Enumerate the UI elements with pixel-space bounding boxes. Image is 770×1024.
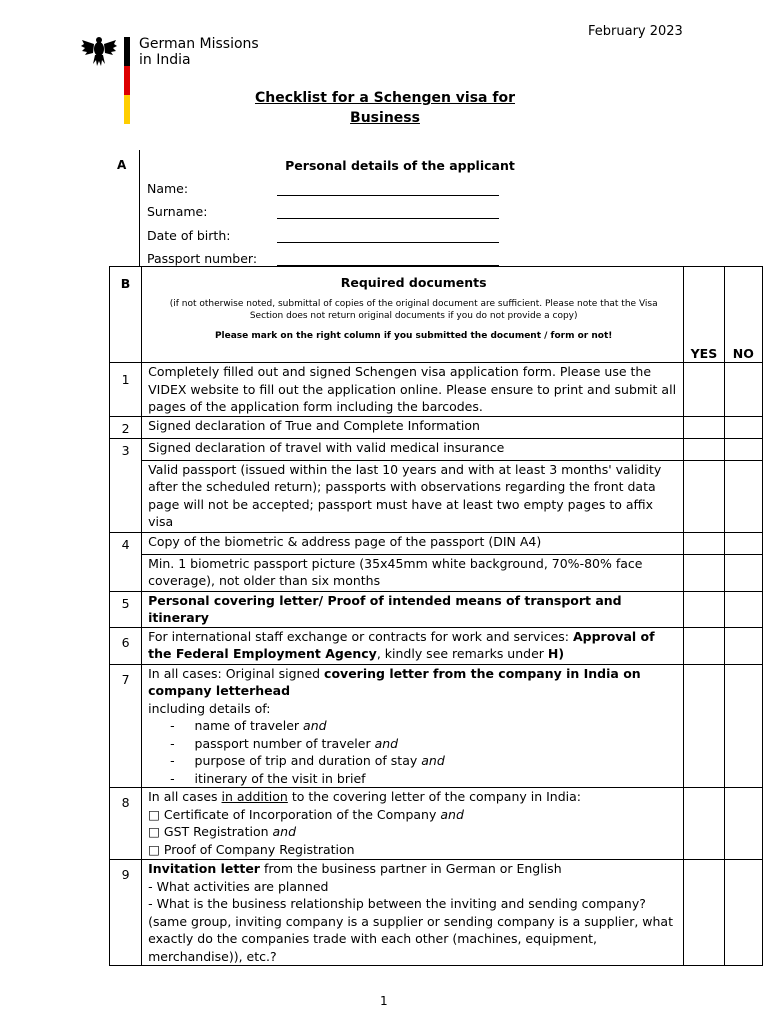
row-number: 6: [110, 627, 142, 664]
table-row: [110, 363, 763, 417]
list-item: - name of traveler and: [170, 718, 327, 733]
field-line-dob[interactable]: [277, 242, 499, 243]
table-row: [110, 416, 763, 438]
required-documents-table: [109, 266, 763, 966]
row-number: 4: [110, 532, 142, 591]
yes-checkbox-cell[interactable]: [684, 532, 724, 554]
field-label-name: Name:: [147, 181, 189, 196]
field-line-surname[interactable]: [277, 218, 499, 219]
no-checkbox-cell[interactable]: [724, 664, 762, 788]
row-text-bold: covering letter from the company in India on company letterhead: [148, 665, 641, 698]
yes-column-header: [684, 267, 724, 363]
flag-bar: [124, 37, 130, 124]
list-item: - purpose of trip and duration of stay and: [170, 753, 445, 768]
yes-checkbox-cell[interactable]: [684, 627, 724, 664]
section-a-heading: Personal details of the applicant: [285, 158, 515, 173]
yes-checkbox-cell[interactable]: [684, 664, 724, 788]
row-text: Personal covering letter/ Proof of intended means of transport and itinerary: [142, 591, 684, 627]
table-header-row: [110, 267, 763, 363]
row-text-bold: H): [547, 646, 565, 661]
row-text-part: For international staff exchange or contracts for work and services:: [148, 628, 573, 644]
row-text-part: In all cases: Original signed: [148, 665, 325, 681]
list-item-text: □ Proof of Company Registration: [148, 841, 355, 857]
list-item-text: name of traveler: [194, 718, 304, 733]
row-text-bold: Approval of the Federal Employment Agency: [148, 628, 655, 661]
no-checkbox-cell[interactable]: [724, 591, 762, 627]
row-text: [142, 860, 684, 966]
table-row: [110, 591, 763, 627]
title-line-1: Checklist for a Schengen visa for: [254, 90, 515, 106]
field-label-passport: Passport number:: [147, 251, 258, 266]
field-label-surname: Surname:: [147, 204, 208, 219]
list-item: [148, 823, 679, 841]
list-item-conj: and: [421, 753, 445, 768]
list-item-text: □ Certificate of Incorporation of the Company: [148, 806, 441, 822]
table-row: [110, 460, 763, 532]
organization-line-1: German Missions: [139, 36, 259, 52]
page-number: 1: [380, 994, 388, 1008]
yes-checkbox-cell[interactable]: [684, 438, 724, 460]
no-checkbox-cell[interactable]: [724, 554, 762, 591]
row-text: Signed declaration of True and Complete Information: [142, 416, 684, 438]
list-item-text: itinerary of the visit in brief: [194, 770, 366, 786]
row-text-part: , kindly see remarks under: [376, 646, 548, 661]
list-item: [148, 806, 679, 824]
document-title: [200, 88, 570, 128]
row-number: 2: [110, 416, 142, 438]
yes-checkbox-cell[interactable]: [684, 460, 724, 532]
section-b-heading: Required documents: [340, 275, 487, 290]
row-text-bold: Invitation letter: [148, 861, 260, 876]
no-label: NO: [732, 345, 754, 361]
yes-checkbox-cell[interactable]: [684, 363, 724, 417]
list-item: - passport number of traveler and: [170, 735, 399, 751]
section-b-instruction: Please mark on the right column if you submitted the document / form or not!: [214, 330, 613, 341]
list-item: - What is the business relationship between the inviting and sending company? (same group, inviting company is a supplier or sending company is a supplier, what exactly do the companies trade with each other (machines, equipment, merchandise)), etc.?: [148, 896, 673, 964]
row-text: Copy of the biometric & address page of the passport (DIN A4): [142, 532, 684, 554]
yes-checkbox-cell[interactable]: [684, 416, 724, 438]
federal-eagle-logo: [80, 34, 118, 70]
row-text-part: In all cases: [148, 789, 222, 804]
row-text: [142, 627, 684, 664]
row-number: 1: [110, 363, 142, 417]
organization-name: [139, 36, 259, 68]
row-text-part: including details of:: [148, 700, 271, 716]
document-date: February 2023: [588, 24, 683, 39]
list-item-conj: and: [303, 718, 327, 733]
yes-checkbox-cell[interactable]: [684, 860, 724, 966]
row-text-part: from the business partner in German or English: [259, 861, 562, 876]
no-checkbox-cell[interactable]: [724, 788, 762, 860]
row-number: 5: [110, 591, 142, 627]
yes-checkbox-cell[interactable]: [684, 554, 724, 591]
field-line-name[interactable]: [277, 195, 499, 196]
list-item: - What activities are planned: [148, 878, 329, 894]
no-checkbox-cell[interactable]: [724, 363, 762, 417]
section-b-letter: B: [110, 267, 142, 363]
table-row: [110, 860, 763, 966]
section-b-header: [142, 267, 684, 363]
organization-line-2: in India: [139, 52, 191, 68]
no-checkbox-cell[interactable]: [724, 532, 762, 554]
title-line-2: Business: [350, 110, 420, 126]
row-text: Signed declaration of travel with valid medical insurance: [142, 438, 684, 460]
row-number: 9: [110, 860, 142, 966]
no-checkbox-cell[interactable]: [724, 416, 762, 438]
no-checkbox-cell[interactable]: [724, 627, 762, 664]
row-text: Valid passport (issued within the last 10 years and with at least 3 months' validity after the scheduled return); passports with observations regarding the front data page will not be accepted; passport must have at least two empty pages to affix visa: [142, 460, 684, 532]
list-item: [148, 841, 679, 859]
row-text: Min. 1 biometric passport picture (35x45mm white background, 70%-80% face coverage), not older than six months: [142, 554, 684, 591]
field-label-dob: Date of birth:: [147, 228, 231, 243]
row-text: [142, 788, 684, 860]
no-checkbox-cell[interactable]: [724, 860, 762, 966]
row-number: 8: [110, 788, 142, 860]
list-item-text: passport number of traveler: [194, 735, 375, 751]
table-row: [110, 438, 763, 460]
list-item: - itinerary of the visit in brief: [170, 770, 366, 786]
no-column-header: [724, 267, 762, 363]
row-text: Completely filled out and signed Schengen visa application form. Please use the VIDEX website to fill out the application online. Please ensure to print and submit all pages of the application form including the barcodes.: [142, 363, 684, 417]
row-text-underlined: in addition: [221, 789, 288, 804]
list-item-conj: and: [272, 824, 297, 839]
yes-checkbox-cell[interactable]: [684, 591, 724, 627]
table-row: [110, 788, 763, 860]
section-a-letter: A: [117, 158, 127, 172]
list-item-conj: and: [374, 735, 399, 751]
no-checkbox-cell[interactable]: [724, 460, 762, 532]
list-item-conj: and: [440, 806, 464, 822]
row-number: 7: [110, 664, 142, 788]
row-text: [142, 664, 684, 788]
yes-checkbox-cell[interactable]: [684, 788, 724, 860]
table-row: [110, 627, 763, 664]
row-number: 3: [110, 438, 142, 532]
row-text-part: to the covering letter of the company in India:: [287, 789, 581, 804]
list-item-text: purpose of trip and duration of stay: [194, 753, 422, 768]
table-row: [110, 664, 763, 788]
section-b-note: (if not otherwise noted, submittal of copies of the original document are sufficient. Please note that the Visa Section does not return original documents if you do not provide a copy): [169, 298, 658, 321]
table-row: [110, 532, 763, 554]
table-row: [110, 554, 763, 591]
list-item-text: □ GST Registration: [148, 824, 273, 839]
yes-label: YES: [690, 345, 718, 361]
no-checkbox-cell[interactable]: [724, 438, 762, 460]
section-a-divider: [139, 150, 140, 267]
